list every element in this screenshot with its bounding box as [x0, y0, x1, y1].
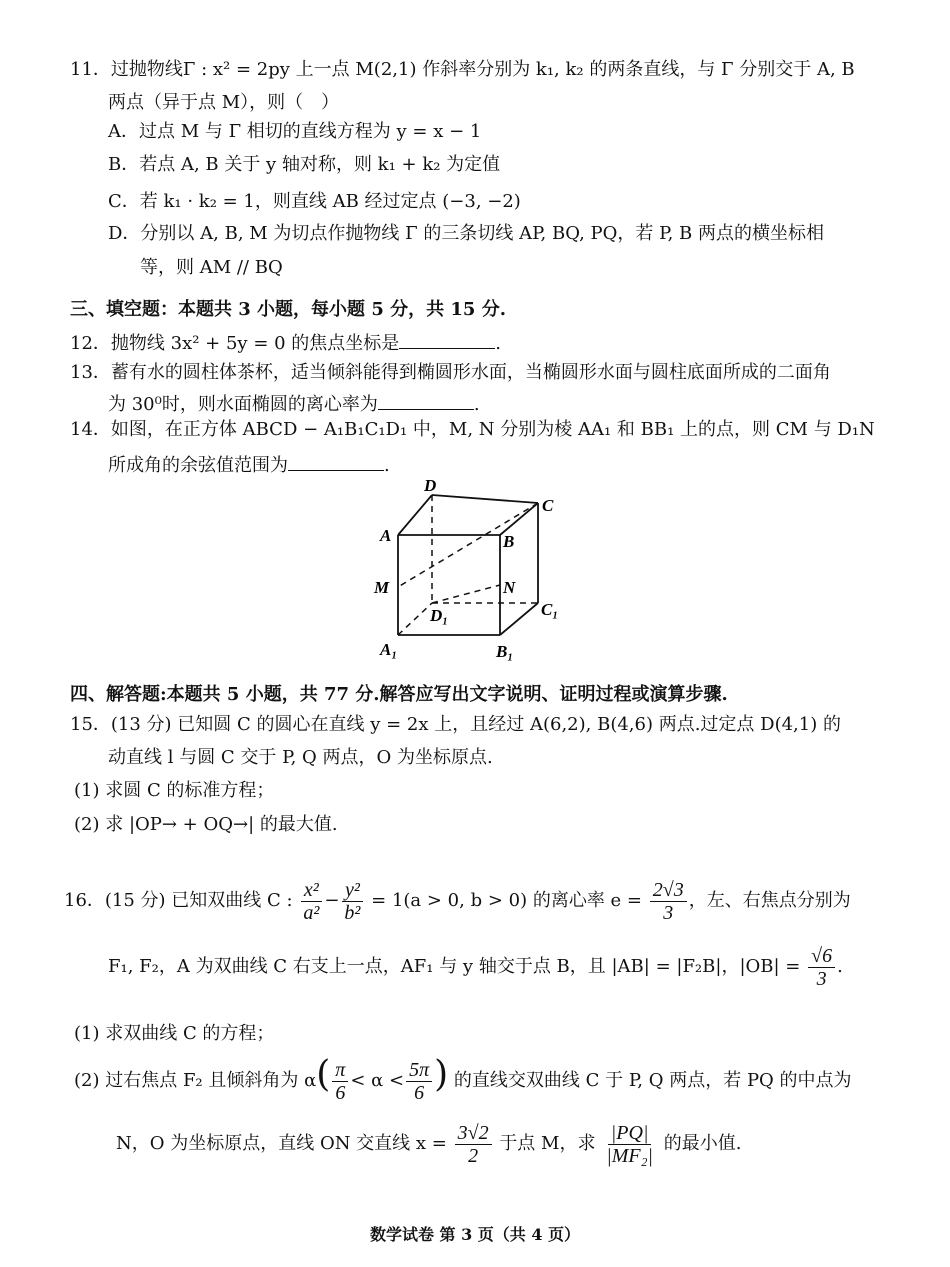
cube-label-c1: C₁ [541, 600, 559, 619]
q16-5pi: 5π [406, 1059, 432, 1082]
q16-e-num: 2√3 [650, 879, 687, 902]
q15-stem-line1: 15．(13 分) 已知圆 C 的圆心在直线 y = 2x 上，且经过 A(6,2), B(4,6) 两点.过定点 D(4,1) 的 [70, 714, 841, 735]
q11-option-d-line1: D．分别以 A, B, M 为切点作抛物线 Γ 的三条切线 AP, BQ, PQ，若 P, B 两点的横坐标相 [108, 223, 824, 244]
section-3-heading: 三、填空题：本题共 3 小题，每小题 5 分，共 15 分. [70, 299, 506, 320]
q11-option-b: B．若点 A, B 关于 y 轴对称，则 k₁ + k₂ 为定值 [108, 154, 501, 175]
q16-six-b: 6 [414, 1081, 425, 1104]
q12-stem: 12．抛物线 3x² + 5y = 0 的焦点坐标是 [70, 333, 400, 354]
q16-part1: (1) 求双曲线 C 的方程； [74, 1023, 275, 1044]
q13-stem-line2: 为 30⁰时，则水面椭圆的离心率为 [108, 394, 378, 415]
cube-label-m: M [374, 578, 390, 597]
q16-ob-num: √6 [808, 945, 835, 968]
q14-text: 所成角的余弦值范围为 . [108, 452, 390, 478]
q16-condition: = 1(a > 0, b > 0) 的离心率 e = [371, 890, 642, 911]
q14-answer-blank[interactable] [288, 452, 384, 471]
q11-stem-line2: 两点（异于点 M），则（ ） [108, 92, 340, 113]
q16-ob-frac [808, 945, 835, 990]
q16-5pi-over-6 [406, 1059, 432, 1104]
q11-option-d-line2: 等，则 AM // BQ [140, 257, 283, 278]
q16-b2: b² [344, 901, 361, 924]
q13-answer-blank[interactable] [378, 391, 474, 410]
cube-label-c: C [542, 496, 554, 515]
q16-x2: x² [301, 879, 322, 902]
q11-option-c: C．若 k₁ · k₂ = 1，则直线 AB 经过定点 (−3, −2) [108, 191, 521, 212]
q16-x-den: 2 [468, 1144, 479, 1167]
q16-frac-x2-a2 [300, 879, 322, 924]
q16-six-a: 6 [335, 1081, 346, 1104]
q16-line4-text-c: 的最小值. [663, 1133, 742, 1154]
cube-label-b: B [503, 532, 515, 551]
q16-ratio [603, 1122, 656, 1167]
q16-eccentricity [650, 879, 687, 924]
q15-part2: (2) 求 |OP→ + OQ→| 的最大值. [74, 814, 338, 835]
q16-stem-line1: 16．(15 分) 已知双曲线 C : $\frac{\text{x²}}{\text{a²}}$ − $\frac{\text{y²}}{\text{b²}}$ = 1(a > 0, b > 0) 的离心率 e = $\frac{2√3}{3}$ ，左、右焦点分别为 [64, 878, 851, 924]
q16-line4-text-a: N，O 为坐标原点，直线 ON 交直线 x = [116, 1133, 447, 1154]
q16-ratio-den: |MF₂| [606, 1144, 654, 1167]
cube-label-d1: D₁ [430, 606, 449, 625]
q13-stem-line1: 13．蓄有水的圆柱体茶杯，适当倾斜能得到椭圆形水面，当椭圆形水面与圆柱底面所成的二面角 [70, 362, 831, 383]
q16-pi-over-6 [332, 1059, 348, 1104]
q13-text: 为 30⁰时，则水面椭圆的离心率为 . [108, 391, 480, 417]
q14-stem-line1: 14．如图，在正方体 ABCD − A₁B₁C₁D₁ 中，M, N 分别为棱 AA₁ 和 BB₁ 上的点，则 CM 与 D₁N [70, 419, 875, 440]
cube-label-a: A [380, 526, 392, 545]
q11-stem-line1: 11．过抛物线Γ : x² = 2py 上一点 M(2,1) 作斜率分别为 k₁, k₂ 的两条直线，与 Γ 分别交于 A, B [70, 59, 855, 80]
q16-stem-line2: F₁, F₂，A 为双曲线 C 右支上一点，AF₁ 与 y 轴交于点 B，且 |AB| = |F₂B|，|OB| = $\frac{√6}{3}$ . [108, 944, 843, 990]
q16-left-paren: ( [316, 1054, 331, 1095]
q16-frac-y2-b2 [341, 879, 363, 924]
q11-option-a: A．过点 M 与 Γ 相切的直线方程为 y = x − 1 [108, 121, 482, 142]
q14-stem-line2: 所成角的余弦值范围为 [108, 455, 288, 476]
cube-figure [360, 475, 580, 665]
q16-line2-text: F₁, F₂，A 为双曲线 C 右支上一点，AF₁ 与 y 轴交于点 B，且 |AB| = |F₂B|，|OB| = [108, 956, 801, 977]
q16-ratio-num: |PQ| [608, 1122, 652, 1145]
q12-answer-blank[interactable] [399, 330, 495, 349]
q15-stem-line2: 动直线 l 与圆 C 交于 P, Q 两点，O 为坐标原点. [108, 747, 493, 768]
q16-part2-text-b: 的直线交双曲线 C 于 P, Q 两点，若 PQ 的中点为 [453, 1070, 852, 1091]
cube-label-a1: A₁ [380, 640, 398, 659]
q16-part2-text-a: (2) 过右焦点 F₂ 且倾斜角为 α [74, 1070, 317, 1091]
q12-text: 12．抛物线 3x² + 5y = 0 的焦点坐标是 . [70, 330, 501, 356]
q16-e-den: 3 [663, 901, 674, 924]
section-4-heading: 四、解答题:本题共 5 小题，共 77 分.解答应写出文字说明、证明过程或演算步骤. [70, 684, 728, 705]
q16-x-value [455, 1122, 492, 1167]
q16-right-paren: ) [434, 1054, 449, 1095]
q15-part1: (1) 求圆 C 的标准方程； [74, 780, 275, 801]
q16-x-num: 3√2 [455, 1122, 492, 1145]
q16-part2-line2 [116, 1118, 742, 1170]
q16-a2: a² [303, 901, 320, 924]
q16-alpha-range: < α < [350, 1070, 405, 1091]
q16-part2-line1 [74, 1050, 852, 1106]
cube-label-b1: B₁ [496, 642, 514, 661]
q16-y2: y² [342, 879, 363, 902]
q16-intro: 16．(15 分) 已知双曲线 C : [64, 890, 293, 911]
cube-label-d: D [424, 476, 437, 495]
q16-ob-den: 3 [816, 967, 827, 990]
q16-foci-text: ，左、右焦点分别为 [688, 890, 851, 911]
q16-pi: π [332, 1059, 348, 1082]
q16-line4-text-b: 于点 M，求 [499, 1133, 596, 1154]
page-footer: 数学试卷 第 3 页（共 4 页） [369, 1225, 581, 1244]
cube-label-n: N [503, 578, 516, 597]
